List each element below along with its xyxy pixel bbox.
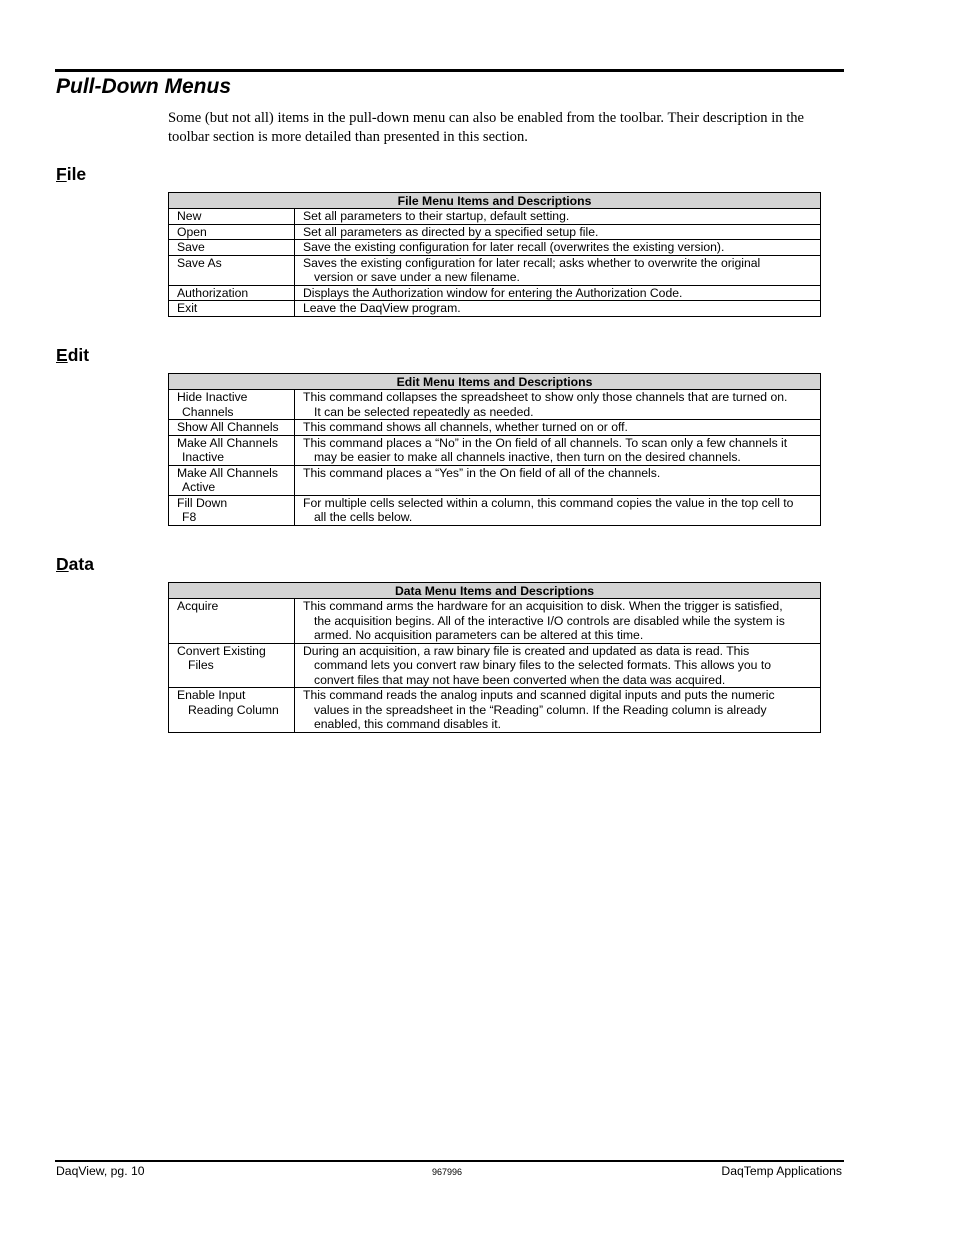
menu-item-description [295, 224, 821, 240]
table-title: File Menu Items and Descriptions [169, 193, 821, 209]
description-line: This command shows all channels, whether turned on or off. [303, 420, 628, 434]
description-line: values in the spreadsheet in the “Reading” column. If the Reading column is already [314, 702, 767, 717]
description-line: For multiple cells selected within a column, this command copies the value in the top cell to [303, 495, 794, 510]
table-row [169, 643, 821, 688]
menu-item-line: Files [188, 658, 214, 672]
menu-item-name [169, 209, 295, 225]
heading-rest: ata [68, 554, 94, 574]
description-line: armed. No acquisition parameters can be altered at this time. [314, 628, 644, 642]
menu-item-name [169, 643, 295, 688]
table-row [169, 390, 821, 420]
menu-item-name [169, 240, 295, 256]
table-row [169, 435, 821, 465]
menu-item-description [295, 465, 821, 495]
edit-menu-table [168, 373, 821, 526]
menu-item-description [295, 420, 821, 436]
menu-item-description [295, 435, 821, 465]
hotkey-letter: F [56, 164, 67, 184]
menu-item-name [169, 688, 295, 733]
footer-page-label: DaqView, pg. 10 [56, 1164, 145, 1178]
table-row [169, 688, 821, 733]
menu-item-description [295, 599, 821, 644]
description-line: Set all parameters as directed by a specified setup file. [303, 224, 599, 239]
table-row [169, 301, 821, 317]
description-line: Leave the DaqView program. [303, 301, 461, 315]
menu-item-line: Active [182, 480, 216, 494]
heading-rest: dit [67, 345, 90, 365]
menu-item-line: Enable Input [177, 688, 246, 702]
description-line: command lets you convert raw binary files to the selected formats. This allows you to [314, 658, 772, 672]
menu-item-name [169, 599, 295, 644]
table-row [169, 465, 821, 495]
description-line: This command places a “No” in the On field of all channels. To scan only a few channels it [303, 435, 788, 450]
menu-item-line: Authorization [177, 285, 249, 300]
hotkey-letter: E [56, 345, 68, 365]
hotkey-letter: D [56, 554, 69, 574]
description-line: may be easier to make all channels inactive, then turn on the desired channels. [314, 450, 741, 464]
description-line: This command arms the hardware for an acquisition to disk. When the trigger is satisfied, [303, 599, 783, 613]
menu-item-line: F8 [182, 510, 197, 524]
footer-product: DaqTemp Applications [721, 1164, 842, 1178]
menu-item-description [295, 209, 821, 225]
heading-rest: ile [66, 164, 87, 184]
menu-item-line: Show All Channels [177, 420, 279, 434]
section-heading-data [56, 554, 94, 575]
section-heading-file [56, 164, 86, 185]
description-line: all the cells below. [314, 510, 413, 524]
description-line: version or save under a new filename. [314, 270, 520, 284]
menu-item-name [169, 224, 295, 240]
menu-item-name [169, 495, 295, 525]
intro-paragraph: Some (but not all) items in the pull-down menu can also be enabled from the toolbar. Their description in the toolbar section is more detailed than presented in this section. [168, 110, 805, 145]
file-menu-table [168, 192, 821, 317]
menu-item-name [169, 255, 295, 285]
table-row [169, 420, 821, 436]
menu-item-line: Inactive [182, 450, 225, 464]
description-line: Saves the existing configuration for later recall; asks whether to overwrite the original [303, 255, 761, 270]
menu-item-line: Acquire [177, 599, 219, 613]
bottom-rule [55, 1160, 844, 1162]
description-line: Displays the Authorization window for entering the Authorization Code. [303, 285, 683, 300]
top-rule [55, 69, 844, 72]
description-line: the acquisition begins. All of the interactive I/O controls are disabled while the system is [314, 613, 785, 628]
menu-item-name [169, 285, 295, 301]
description-line: This command reads the analog inputs and scanned digital inputs and puts the numeric [303, 688, 775, 702]
footer-doc-number: 967996 [432, 1167, 463, 1177]
menu-item-description [295, 390, 821, 420]
table-row [169, 599, 821, 644]
table-row [169, 495, 821, 525]
description-line: Save the existing configuration for later recall (overwrites the existing version). [303, 240, 725, 254]
menu-item-line: Convert Existing [177, 643, 266, 658]
table-row [169, 255, 821, 285]
menu-item-line: Save [177, 240, 205, 254]
menu-item-name [169, 420, 295, 436]
description-line: It can be selected repeatedly as needed. [314, 404, 534, 419]
menu-item-description [295, 688, 821, 733]
menu-item-line: Save As [177, 255, 222, 270]
menu-item-description [295, 255, 821, 285]
table-row [169, 224, 821, 240]
menu-item-name [169, 435, 295, 465]
menu-item-description [295, 301, 821, 317]
table-row [169, 285, 821, 301]
menu-item-line: Exit [177, 301, 198, 315]
menu-item-name [169, 390, 295, 420]
description-line: enabled, this command disables it. [314, 717, 501, 731]
section-heading-edit [56, 345, 89, 366]
menu-item-line: Hide Inactive [177, 390, 248, 404]
data-menu-table [168, 582, 821, 733]
menu-item-line: Reading Column [188, 702, 279, 717]
menu-item-description [295, 643, 821, 688]
menu-item-description [295, 240, 821, 256]
table-row [169, 209, 821, 225]
page-title: Pull-Down Menus [56, 75, 231, 98]
menu-item-line: Fill Down [177, 495, 228, 510]
menu-item-line: Make All Channels [177, 435, 278, 450]
description-line: Set all parameters to their startup, default setting. [303, 209, 570, 223]
description-line: This command places a “Yes” in the On field of all of the channels. [303, 465, 661, 480]
menu-item-description [295, 495, 821, 525]
menu-item-line: New [177, 209, 202, 223]
table-title: Data Menu Items and Descriptions [169, 583, 821, 599]
menu-item-name [169, 465, 295, 495]
table-row [169, 240, 821, 256]
description-line: convert files that may not have been converted when the data was acquired. [314, 672, 726, 687]
menu-item-description [295, 285, 821, 301]
menu-item-name [169, 301, 295, 317]
menu-item-line: Channels [182, 404, 234, 419]
description-line: This command collapses the spreadsheet to show only those channels that are turned on. [303, 390, 788, 404]
description-line: During an acquisition, a raw binary file is created and updated as data is read. This [303, 643, 750, 658]
menu-item-line: Open [177, 224, 207, 239]
menu-item-line: Make All Channels [177, 465, 278, 480]
table-title: Edit Menu Items and Descriptions [169, 374, 821, 390]
